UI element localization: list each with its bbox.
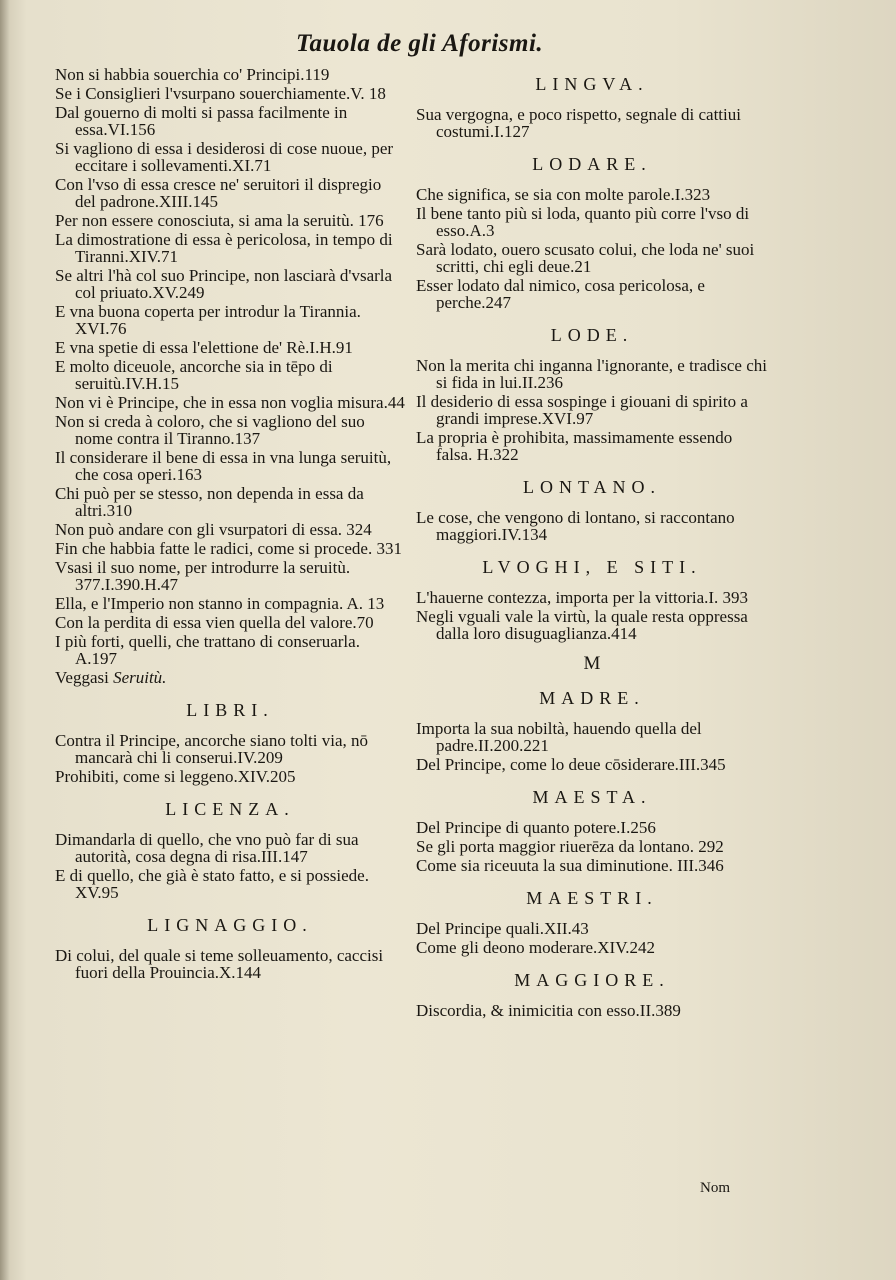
- index-entry: Negli vguali vale la virtù, la quale resta oppressa dalla loro disuguaglianza.414: [416, 607, 748, 643]
- index-entry: Vsasi il suo nome, per introdurre la seruitù. 377.I.390.H.47: [55, 558, 351, 594]
- index-entry: L'hauerne contezza, importa per la vittoria.I. 393: [416, 588, 749, 607]
- entries-lodare: [416, 186, 768, 311]
- index-entry: Dal gouerno di molti si passa facilmente in essa.VI.156: [55, 103, 348, 139]
- index-entry: Discordia, & inimicitia con esso.II.389: [416, 1001, 681, 1020]
- entries-lingua: [416, 106, 768, 140]
- index-entry: Chi può per se stesso, non dependa in essa da altri.310: [55, 484, 364, 520]
- entries-licenza: [55, 831, 405, 901]
- left-column: [55, 66, 405, 983]
- heading-libri: LIBRI.: [186, 700, 274, 720]
- index-entry: Si vagliono di essa i desiderosi di cose nuoue, per eccitare i sollevamenti.XI.71: [55, 139, 394, 175]
- index-entry: Il considerare il bene di essa in vna lunga seruitù, che cosa operi.163: [55, 448, 392, 484]
- heading-lontano: LONTANO.: [522, 477, 662, 497]
- index-entry: Con la perdita di essa vien quella del valore.70: [55, 613, 374, 632]
- entries-luoghi: [416, 589, 768, 642]
- index-entry: La dimostratione di essa è pericolosa, in tempo di Tiranni.XIV.71: [55, 230, 393, 266]
- index-entry: Se gli porta maggior riuerēza da lontano. 292: [416, 837, 724, 856]
- index-entry: E molto diceuole, ancorche sia in tēpo di seruitù.IV.H.15: [55, 357, 333, 393]
- see-also-term: Seruitù.: [113, 668, 167, 687]
- entries-maestri: [416, 920, 768, 956]
- index-entry: La propria è prohibita, massimamente essendo falsa. H.322: [416, 428, 733, 464]
- index-entry: Prohibiti, come si leggeno.XIV.205: [55, 767, 296, 786]
- index-entry: Non vi è Principe, che in essa non voglia misura.44: [55, 393, 405, 412]
- index-entry: Il bene tanto più si loda, quanto più corre l'vso di esso.A.3: [416, 204, 750, 240]
- index-entry: Come sia riceuuta la sua diminutione. III.346: [416, 856, 724, 875]
- entries-madre: [416, 720, 768, 773]
- index-entry: I più forti, quelli, che trattano di conseruarla. A.197: [55, 632, 360, 668]
- index-entry: E di quello, che già è stato fatto, e si possiede. XV.95: [55, 866, 369, 902]
- heading-lodare: LODARE.: [532, 154, 652, 174]
- entries-lignaggio: [55, 947, 405, 981]
- index-entry: Contra il Principe, ancorche siano tolti via, nō mancarà chi li conserui.IV.209: [55, 731, 369, 767]
- entries-lontano: [416, 509, 768, 543]
- entries-maesta: [416, 819, 768, 874]
- catchword: Nom: [700, 1180, 730, 1196]
- index-entry: Non la merita chi inganna l'ignorante, e tradisce chi si fida in lui.II.236: [416, 356, 767, 392]
- running-head: Tauola de gli Aforismi.: [296, 30, 544, 57]
- heading-luoghi: LVOGHI, E SITI.: [482, 557, 702, 577]
- index-entry: Del Principe, come lo deue cōsiderare.III.345: [416, 755, 726, 774]
- index-entry: Fin che habbia fatte le radici, come si procede. 331: [55, 539, 402, 558]
- index-entry: Non si habbia souerchia co' Principi.119: [55, 65, 330, 84]
- index-entry: Non può andare con gli vsurpatori di essa. 324: [55, 520, 372, 539]
- section-letter-m: M: [583, 653, 601, 674]
- heading-lingua: LINGVA.: [535, 74, 649, 94]
- heading-maesta: MAESTA.: [532, 787, 652, 807]
- index-entry: Se i Consiglieri l'vsurpano souerchiamente.V. 18: [55, 84, 386, 103]
- index-entry: Le cose, che vengono di lontano, si raccontano maggiori.IV.134: [416, 508, 735, 544]
- index-entry: Sua vergogna, e poco rispetto, segnale di cattiui costumi.I.127: [416, 105, 741, 141]
- right-column: [416, 66, 768, 1021]
- index-entry: Come gli deono moderare.XIV.242: [416, 938, 656, 957]
- index-entry: E vna spetie di essa l'elettione de' Rè.I.H.91: [55, 338, 353, 357]
- index-entry: Ella, e l'Imperio non stanno in compagnia. A. 13: [55, 594, 385, 613]
- index-entry: Esser lodato dal nimico, cosa pericolosa, e perche.247: [416, 276, 705, 312]
- index-entry: Sarà lodato, ouero scusato colui, che loda ne' suoi scritti, chi egli deue.21: [416, 240, 755, 276]
- page-edge: [0, 0, 10, 1280]
- index-entry: Con l'vso di essa cresce ne' seruitori il dispregio del padrone.XIII.145: [55, 175, 382, 211]
- see-also-entry: [55, 669, 405, 686]
- index-entry: E vna buona coperta per introdur la Tirannia. XVI.76: [55, 302, 361, 338]
- entries-lode: [416, 357, 768, 463]
- index-entry: Del Principe di quanto potere.I.256: [416, 818, 656, 837]
- index-entry: Se altri l'hà col suo Principe, non lasciarà d'vsarla col priuato.XV.249: [55, 266, 393, 302]
- entries-maggiore: [416, 1002, 768, 1019]
- index-entry: Dimandarla di quello, che vno può far di sua autorità, cosa degna di risa.III.147: [55, 830, 359, 866]
- entries-libri: [55, 732, 405, 785]
- heading-maestri: MAESTRI.: [526, 888, 658, 908]
- heading-licenza: LICENZA.: [165, 799, 295, 819]
- index-entry: Che significa, se sia con molte parole.I.323: [416, 185, 711, 204]
- index-entry: Del Principe quali.XII.43: [416, 919, 589, 938]
- index-entry: Importa la sua nobiltà, hauendo quella del padre.II.200.221: [416, 719, 702, 755]
- index-entry: Non si creda à coloro, che si vagliono del suo nome contra il Tiranno.137: [55, 412, 365, 448]
- see-also-prefix: Veggasi: [55, 668, 109, 687]
- heading-lode: LODE.: [550, 325, 634, 345]
- index-entry: Di colui, del quale si teme solleuamento, caccisi fuori della Prouincia.X.144: [55, 946, 384, 982]
- index-entry: Il desiderio di essa sospinge i giouani di spirito a grandi imprese.XVI.97: [416, 392, 748, 428]
- index-entry: Per non essere conosciuta, si ama la seruitù. 176: [55, 211, 384, 230]
- heading-lignaggio: LIGNAGGIO.: [147, 915, 313, 935]
- heading-madre: MADRE.: [539, 688, 645, 708]
- entries-list: [55, 66, 405, 667]
- heading-maggiore: MAGGIORE.: [514, 970, 670, 990]
